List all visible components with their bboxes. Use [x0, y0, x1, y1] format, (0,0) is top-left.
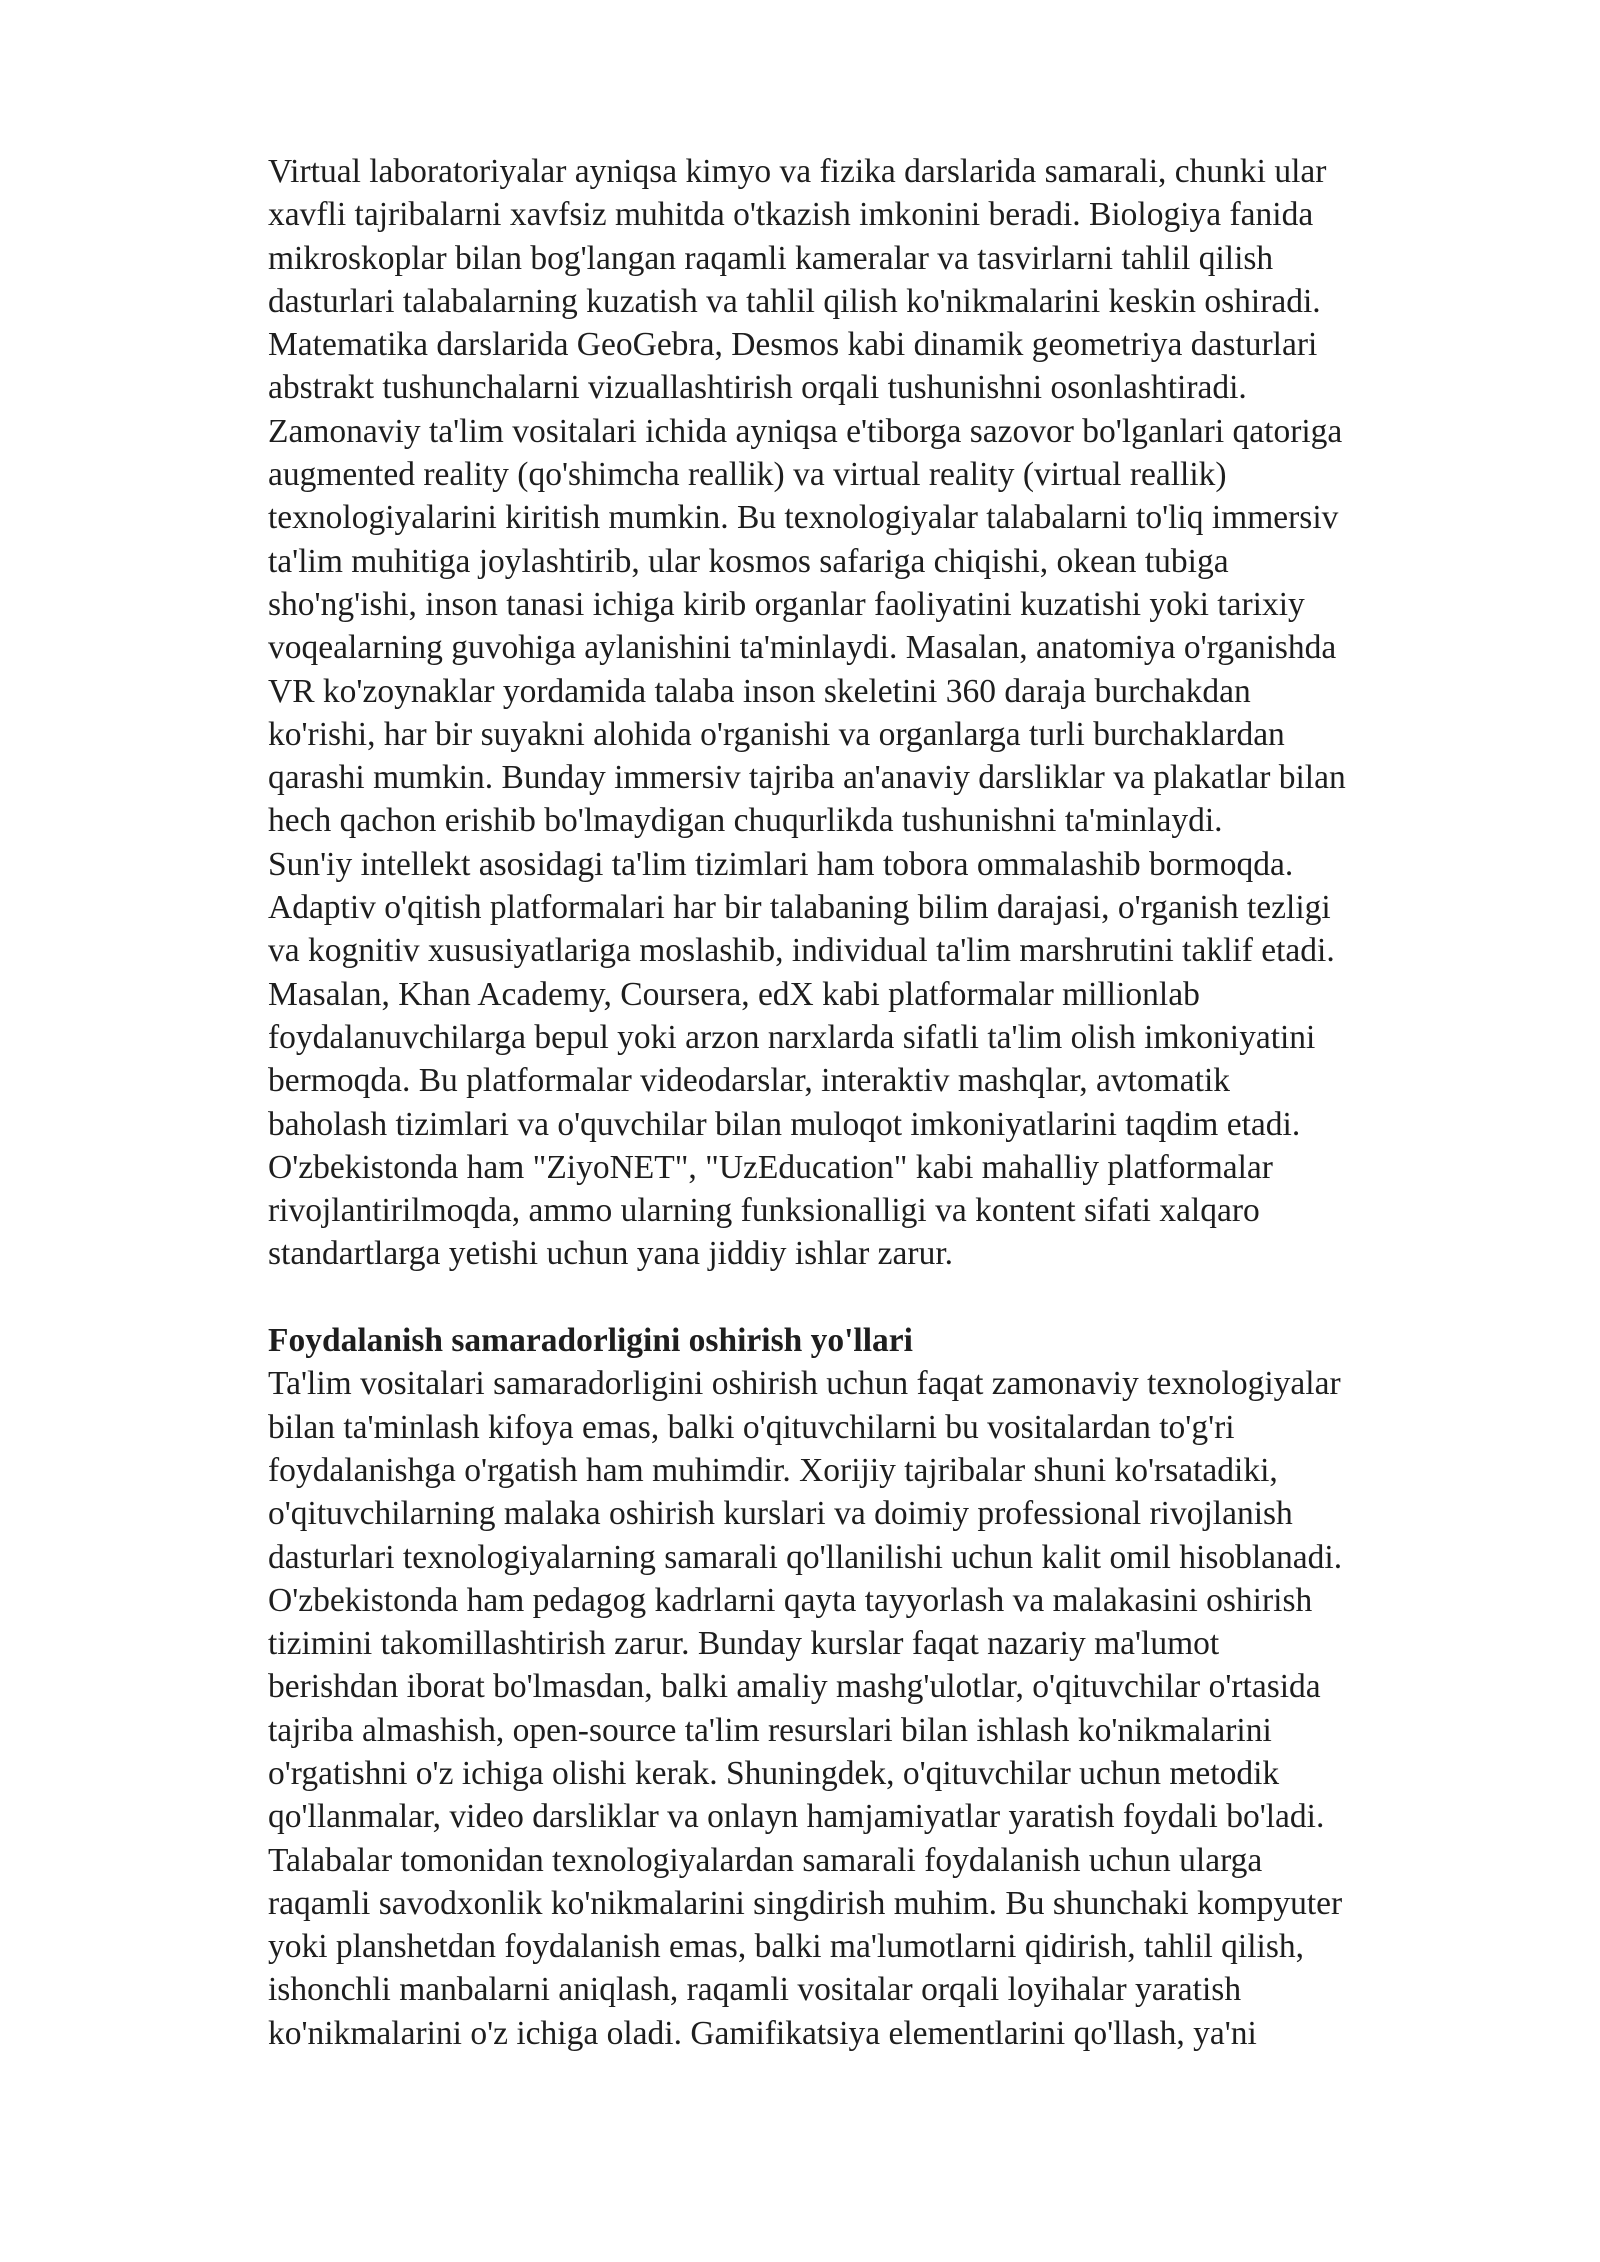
section-heading: Foydalanish samaradorligini oshirish yo'llari [268, 1322, 913, 1360]
text-line: mikroskoplar bilan bog'langan raqamli kameralar va tasvirlarni tahlil qilish [268, 239, 1274, 277]
document-page [268, 150, 1498, 2055]
text-line: Zamonaviy ta'lim vositalari ichida ayniqsa e'tiborga sazovor bo'lganlari qatoriga [268, 412, 1343, 450]
text-line: O'zbekistonda ham pedagog kadrlarni qayta tayyorlash va malakasini oshirish [268, 1581, 1313, 1619]
text-line: dasturlari texnologiyalarning samarali qo'llanilishi uchun kalit omil hisoblanadi. [268, 1538, 1343, 1576]
text-line: Matematika darslarida GeoGebra, Desmos kabi dinamik geometriya dasturlari [268, 326, 1318, 364]
text-line: va kognitiv xususiyatlariga moslashib, individual ta'lim marshrutini taklif etadi. [268, 932, 1335, 970]
body-paragraphs-section-1 [268, 150, 1498, 1276]
text-line: rivojlantirilmoqda, ammo ularning funksionalligi va kontent sifati xalqaro [268, 1192, 1260, 1230]
text-line: standartlarga yetishi uchun yana jiddiy ishlar zarur. [268, 1235, 953, 1273]
text-line: foydalanuvchilarga bepul yoki arzon narxlarda sifatli ta'lim olish imkoniyatini [268, 1018, 1316, 1056]
text-line: texnologiyalarini kiritish mumkin. Bu texnologiyalar talabalarni to'liq immersiv [268, 499, 1339, 537]
text-line: sho'ng'ishi, inson tanasi ichiga kirib organlar faoliyatini kuzatishi yoki tarixiy [268, 585, 1305, 623]
text-line: Virtual laboratoriyalar ayniqsa kimyo va fizika darslarida samarali, chunki ular [268, 153, 1327, 190]
text-line: o'rgatishni o'z ichiga olishi kerak. Shuningdek, o'qituvchilar uchun metodik [268, 1754, 1280, 1792]
text-line: raqamli savodxonlik ko'nikmalarini singdirish muhim. Bu shunchaki kompyuter [268, 1884, 1343, 1922]
text-line: bermoqda. Bu platformalar videodarslar, interaktiv mashqlar, avtomatik [268, 1062, 1230, 1100]
text-line: ko'rishi, har bir suyakni alohida o'rganishi va organlarga turli burchaklardan [268, 715, 1285, 753]
text-line: abstrakt tushunchalarni vizuallashtirish orqali tushunishni osonlashtiradi. [268, 369, 1247, 407]
text-line: Ta'lim vositalari samaradorligini oshirish uchun faqat zamonaviy texnologiyalar [268, 1365, 1341, 1403]
text-line: dasturlari talabalarning kuzatish va tahlil qilish ko'nikmalarini keskin oshiradi. [268, 282, 1321, 320]
text-line: Talabalar tomonidan texnologiyalardan samarali foydalanish uchun ularga [268, 1841, 1263, 1879]
text-line: o'qituvchilarning malaka oshirish kurslari va doimiy professional rivojlanish [268, 1495, 1293, 1533]
text-line: berishdan iborat bo'lmasdan, balki amaliy mashg'ulotlar, o'qituvchilar o'rtasida [268, 1668, 1321, 1706]
text-line: ta'lim muhitiga joylashtirib, ular kosmos safariga chiqishi, okean tubiga [268, 542, 1229, 580]
body-paragraphs-section-2 [268, 1362, 1498, 2055]
text-line: tajriba almashish, open-source ta'lim resurslari bilan ishlash ko'nikmalarini [268, 1711, 1272, 1749]
text-line: baholash tizimlari va o'quvchilar bilan muloqot imkoniyatlarini taqdim etadi. [268, 1105, 1301, 1143]
text-line: tizimini takomillashtirish zarur. Bunday kurslar faqat nazariy ma'lumot [268, 1625, 1220, 1663]
text-line: ishonchli manbalarni aniqlash, raqamli vositalar orqali loyihalar yaratish [268, 1971, 1242, 2009]
text-line: hech qachon erishib bo'lmaydigan chuqurlikda tushunishni ta'minlaydi. [268, 802, 1223, 840]
text-line: ko'nikmalarini o'z ichiga oladi. Gamifikatsiya elementlarini qo'llash, ya'ni [268, 2014, 1257, 2052]
text-line: foydalanishga o'rgatish ham muhimdir. Xorijiy tajribalar shuni ko'rsatadiki, [268, 1451, 1278, 1489]
text-line: Sun'iy intellekt asosidagi ta'lim tizimlari ham tobora ommalashib bormoqda. [268, 845, 1294, 883]
text-line: yoki planshetdan foydalanish emas, balki ma'lumotlarni qidirish, tahlil qilish, [268, 1928, 1304, 1966]
text-line: qo'llanmalar, video darsliklar va onlayn hamjamiyatlar yaratish foydali bo'ladi. [268, 1798, 1325, 1836]
text-line: voqealarning guvohiga aylanishini ta'minlaydi. Masalan, anatomiya o'rganishda [268, 629, 1337, 667]
text-line: Masalan, Khan Academy, Coursera, edX kabi platformalar millionlab [268, 975, 1200, 1013]
text-line: qarashi mumkin. Bunday immersiv tajriba an'anaviy darsliklar va plakatlar bilan [268, 759, 1346, 797]
text-line: VR ko'zoynaklar yordamida talaba inson skeletini 360 daraja burchakdan [268, 672, 1251, 710]
text-line: augmented reality (qo'shimcha reallik) va virtual reality (virtual reallik) [268, 456, 1227, 494]
text-line: bilan ta'minlash kifoya emas, balki o'qituvchilarni bu vositalardan to'g'ri [268, 1408, 1235, 1446]
paragraph-spacer [268, 1276, 1498, 1319]
text-line: Adaptiv o'qitish platformalari har bir talabaning bilim darajasi, o'rganish tezligi [268, 889, 1331, 927]
text-line: O'zbekistonda ham "ZiyoNET", "UzEducation" kabi mahalliy platformalar [268, 1148, 1273, 1186]
text-line: xavfli tajribalarni xavfsiz muhitda o'tkazish imkonini beradi. Biologiya fanida [268, 196, 1314, 234]
